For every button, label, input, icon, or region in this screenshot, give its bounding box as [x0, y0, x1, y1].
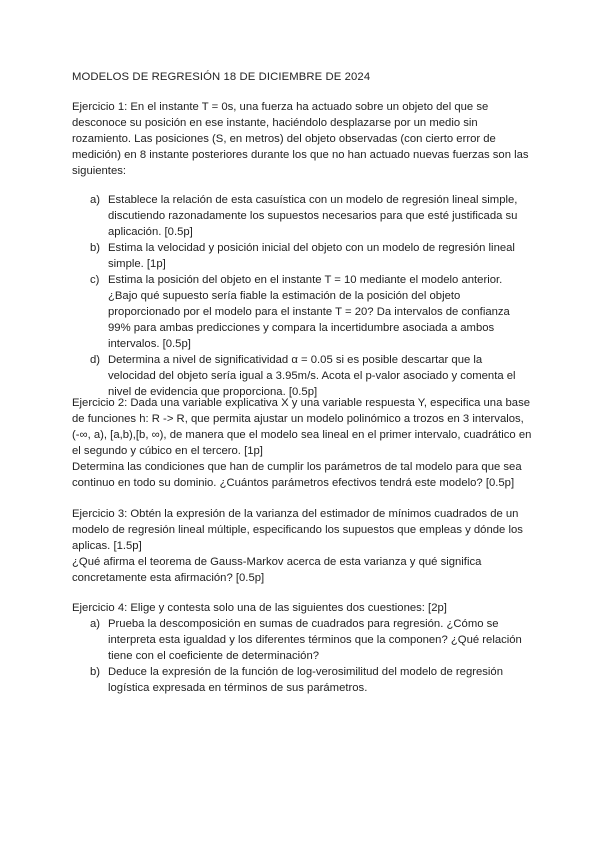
list-marker: b)	[90, 666, 101, 678]
exercise-2-paragraph-2: Determina las condiciones que han de cumplir los parámetros de tal modelo para que sea continuo en todo su dominio. ¿Cuántos parámetros efectivos tendrá este modelo? [0.5p]	[72, 461, 522, 489]
list-item-text: Deduce la expresión de la función de log-verosimilitud del modelo de regresión logística expresada en términos de sus parámetros.	[108, 666, 503, 694]
list-item	[90, 616, 530, 664]
list-item-text: Establece la relación de esta casuística con un modelo de regresión lineal simple, discutiendo razonadamente los supuestos necesarios para que esté justificada su aplicación. [0.5p]	[108, 194, 518, 238]
list-marker: d)	[90, 354, 101, 366]
list-item-text: Estima la velocidad y posición inicial del objeto con un modelo de regresión lineal simple. [1p]	[108, 242, 515, 270]
exercise-3-paragraph-2: ¿Qué afirma el teorema de Gauss-Markov acerca de esta varianza y qué significa concretamente esta afirmación? [0.5p]	[72, 556, 482, 584]
list-item	[90, 664, 530, 696]
list-item-text: Prueba la descomposición en sumas de cuadrados para regresión. ¿Cómo se interpreta esta igualdad y los diferentes términos que la componen? ¿Qué relación tiene con el coeficiente de determinación?	[108, 618, 522, 662]
exercise-4-list	[90, 616, 530, 696]
list-item	[90, 192, 530, 240]
list-item	[90, 240, 530, 272]
page-title: MODELOS DE REGRESIÓN 18 DE DICIEMBRE DE 2024	[72, 71, 371, 83]
list-item	[90, 272, 530, 352]
exercise-1-intro: Ejercicio 1: En el instante T = 0s, una fuerza ha actuado sobre un objeto del que se desconoce su posición en ese instante, haciéndolo desplazarse por un medio sin rozamiento. Las posiciones (S, en metros) del objeto observadas (con cierto error de medición) en 8 instante posteriores durante los que no han actuado nuevas fuerzas son las siguientes:	[72, 101, 529, 177]
exercise-2-paragraph-1: Ejercicio 2: Dada una variable explicativa X y una variable respuesta Y, especifica una base de funciones h: R -> R, que permita ajustar un modelo polinómico a trozos en 3 intervalos, (-∞, a), [a,b),[b, ∞), de manera que el modelo sea lineal en el primer intervalo, cuadrático en el segundo y cúbico en el tercero. [1p]	[72, 397, 532, 457]
list-item-text: Estima la posición del objeto en el instante T = 10 mediante el modelo anterior. ¿Bajo qué supuesto sería fiable la estimación de la posición del objeto proporcionado por el modelo para el instante T = 20? Da intervalos de confianza 99% para ambas predicciones y compara la incertidumbre asociada a ambos intervalos. [0.5p]	[108, 274, 510, 350]
list-marker: a)	[90, 194, 101, 206]
exercise-3-paragraph-1: Ejercicio 3: Obtén la expresión de la varianza del estimador de mínimos cuadrados de un modelo de regresión lineal múltiple, especificando los supuestos que empleas y dónde los aplicas. [1.5p]	[72, 508, 523, 552]
list-item	[90, 352, 530, 400]
list-marker: c)	[90, 274, 100, 286]
list-marker: b)	[90, 242, 101, 254]
list-marker: a)	[90, 618, 101, 630]
list-item-text: Determina a nivel de significatividad α = 0.05 si es posible descartar que la velocidad del objeto sería igual a 3.95m/s. Acota el p-valor asociado y comenta el nivel de evidencia que proporciona. [0.5p]	[108, 354, 516, 398]
exercise-1-list	[90, 192, 530, 400]
exercise-4-intro: Ejercicio 4: Elige y contesta solo una de las siguientes dos cuestiones: [2p]	[72, 602, 447, 614]
